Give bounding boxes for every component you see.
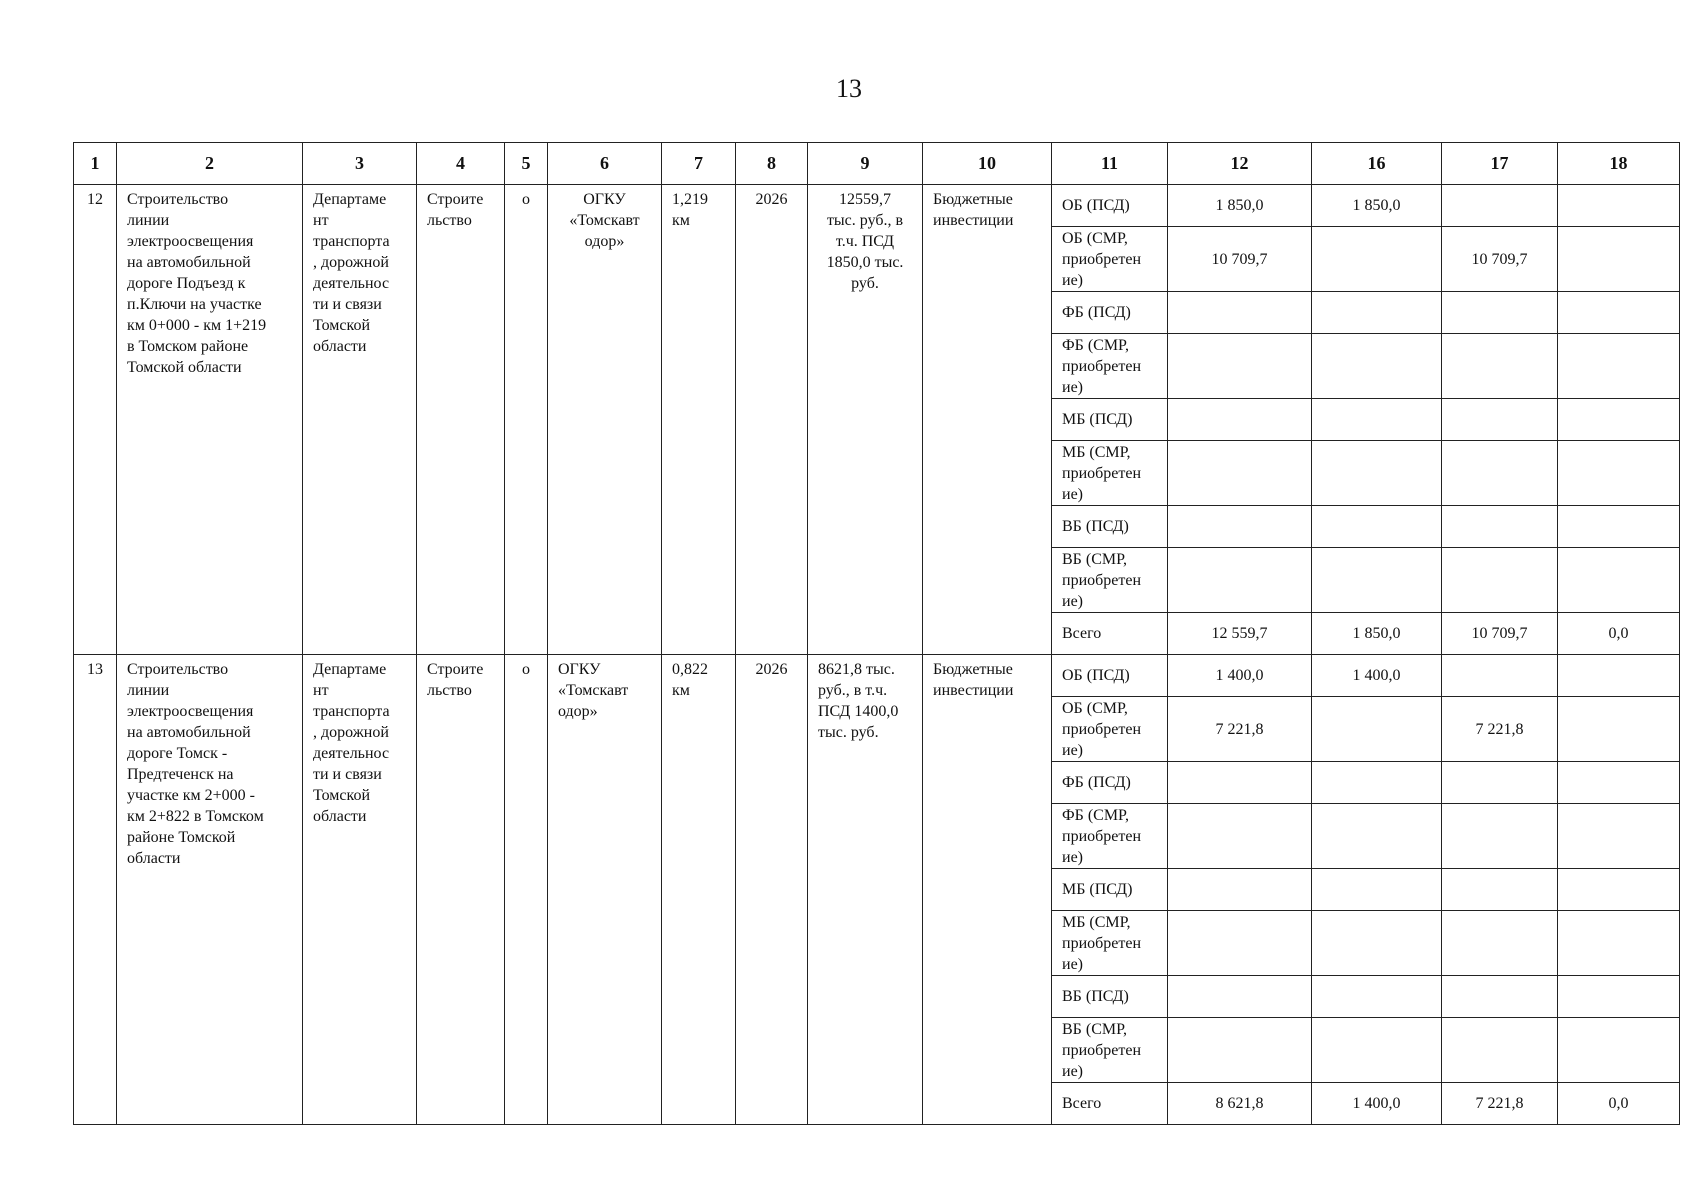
department: [303, 655, 417, 1125]
amount-c18: [1558, 227, 1680, 292]
funding-source-line: ВБ (ПСД): [1062, 518, 1129, 535]
funding-source-line: МБ (ПСД): [1062, 881, 1133, 898]
object-name-line: Томской области: [127, 359, 242, 376]
amount-c18: [1558, 292, 1680, 334]
funding-source-line: Всего: [1062, 625, 1102, 642]
year-text: 2026: [755, 661, 788, 678]
funding-source-line: ие): [1062, 848, 1083, 866]
department-line: Томской: [313, 317, 371, 334]
column-header: 7: [662, 143, 736, 185]
department-line: нт: [313, 682, 329, 699]
amount-c17: 10 709,7: [1442, 227, 1558, 292]
amount-c18: [1558, 911, 1680, 976]
funding-source: [1052, 1083, 1168, 1125]
department-line: , дорожной: [313, 724, 389, 741]
funding-source-line: приобретен: [1062, 720, 1142, 738]
amount-c17: [1442, 506, 1558, 548]
funding-source: [1052, 655, 1168, 697]
row-number: 13: [74, 655, 117, 1125]
year-text: 2026: [755, 191, 788, 208]
amount-c12: 1 850,0: [1168, 185, 1312, 227]
amount-c12: [1168, 911, 1312, 976]
col5-value: [505, 185, 548, 655]
amount-c16: 1 850,0: [1312, 613, 1442, 655]
amount-c18: [1558, 697, 1680, 762]
amount-c16: [1312, 697, 1442, 762]
funding-source: [1052, 292, 1168, 334]
funding-source-line: приобретен: [1062, 934, 1142, 952]
column-header: 4: [417, 143, 505, 185]
column-header: 11: [1052, 143, 1168, 185]
investment-type: [923, 655, 1052, 1125]
table-row: [74, 185, 1680, 227]
amount-c18: [1558, 804, 1680, 869]
amount-c16: [1312, 441, 1442, 506]
funding-source-line: ие): [1062, 592, 1083, 610]
cost-line: 8621,8 тыс.: [818, 661, 895, 678]
funding-source-line: ие): [1062, 741, 1083, 759]
amount-c18: 0,0: [1558, 1083, 1680, 1125]
amount-c12: [1168, 441, 1312, 506]
department-line: транспорта: [313, 233, 390, 250]
funding-source-line: приобретен: [1062, 357, 1142, 375]
amount-c12: [1168, 334, 1312, 399]
funding-source: [1052, 762, 1168, 804]
amount-c16: [1312, 911, 1442, 976]
amount-c17: [1442, 804, 1558, 869]
column-header: 17: [1442, 143, 1558, 185]
funding-source: [1052, 869, 1168, 911]
amount-c12: [1168, 869, 1312, 911]
amount-c12: 10 709,7: [1168, 227, 1312, 292]
amount-c16: [1312, 506, 1442, 548]
object-name-line: Предтеченск на: [127, 766, 234, 783]
department-line: транспорта: [313, 703, 390, 720]
funding-source-line: ие): [1062, 485, 1083, 503]
amount-c18: [1558, 762, 1680, 804]
funding-source-line: ВБ (ПСД): [1062, 988, 1129, 1005]
funding-source: [1052, 911, 1168, 976]
length: [662, 655, 736, 1125]
amount-c12: 8 621,8: [1168, 1083, 1312, 1125]
column-header: 18: [1558, 143, 1680, 185]
funding-source-line: ОБ (СМР,: [1062, 229, 1128, 247]
object-name-line: линии: [127, 212, 170, 229]
amount-c12: [1168, 804, 1312, 869]
object-name: [117, 185, 303, 655]
customer-line: одор»: [558, 703, 598, 720]
funding-source-line: ие): [1062, 955, 1083, 973]
cost-line: 1850,0 тыс.: [826, 254, 904, 271]
cost-line: т.ч. ПСД: [835, 233, 895, 250]
amount-c18: [1558, 399, 1680, 441]
investment-type: [923, 185, 1052, 655]
column-header: 6: [548, 143, 662, 185]
amount-c17: 7 221,8: [1442, 1083, 1558, 1125]
funding-source-line: МБ (СМР,: [1062, 913, 1131, 931]
cost: [808, 185, 923, 655]
funding-source-line: ие): [1062, 271, 1083, 289]
row-number: 12: [74, 185, 117, 655]
department-line: ти и связи: [313, 766, 382, 783]
amount-c18: 0,0: [1558, 613, 1680, 655]
amount-c12: [1168, 1018, 1312, 1083]
amount-c16: 1 400,0: [1312, 1083, 1442, 1125]
objects-table: [73, 142, 1680, 1125]
department: [303, 185, 417, 655]
object-name-line: дороге Томск -: [127, 745, 228, 762]
amount-c16: [1312, 1018, 1442, 1083]
length-line: 1,219: [672, 191, 708, 208]
funding-source: [1052, 976, 1168, 1018]
customer-line: ОГКУ: [583, 191, 626, 208]
amount-c17: 7 221,8: [1442, 697, 1558, 762]
work-type: [417, 185, 505, 655]
funding-source: [1052, 548, 1168, 613]
amount-c17: 10 709,7: [1442, 613, 1558, 655]
object-name-line: Строительство: [127, 661, 229, 678]
amount-c12: 12 559,7: [1168, 613, 1312, 655]
year: [736, 655, 808, 1125]
amount-c17: [1442, 292, 1558, 334]
amount-c17: [1442, 548, 1558, 613]
amount-c12: 1 400,0: [1168, 655, 1312, 697]
funding-source-line: приобретен: [1062, 464, 1142, 482]
table-row: [74, 655, 1680, 697]
cost-line: ПСД 1400,0: [818, 703, 899, 720]
work-type-line: льство: [427, 682, 472, 699]
department-line: Томской: [313, 787, 371, 804]
amount-c16: 1 400,0: [1312, 655, 1442, 697]
work-type-line: льство: [427, 212, 472, 229]
cost-line: руб., в т.ч.: [818, 682, 888, 699]
column-header: 9: [808, 143, 923, 185]
funding-source: [1052, 613, 1168, 655]
amount-c16: [1312, 869, 1442, 911]
column-header: 12: [1168, 143, 1312, 185]
amount-c18: [1558, 185, 1680, 227]
amount-c12: [1168, 506, 1312, 548]
amount-c17: [1442, 185, 1558, 227]
amount-c16: [1312, 804, 1442, 869]
customer-line: «Томскавт: [569, 212, 640, 229]
funding-source: [1052, 399, 1168, 441]
column-header: 8: [736, 143, 808, 185]
department-line: нт: [313, 212, 329, 229]
work-type-line: Строите: [427, 191, 484, 208]
amount-c16: 1 850,0: [1312, 185, 1442, 227]
column-header: 2: [117, 143, 303, 185]
amount-c16: [1312, 976, 1442, 1018]
object-name-line: области: [127, 850, 181, 867]
amount-c17: [1442, 334, 1558, 399]
funding-source-line: ие): [1062, 1062, 1083, 1080]
amount-c12: [1168, 399, 1312, 441]
customer-line: одор»: [584, 233, 625, 250]
funding-source-line: ВБ (СМР,: [1062, 550, 1127, 568]
funding-source: [1052, 506, 1168, 548]
amount-c18: [1558, 441, 1680, 506]
investment-type-line: инвестиции: [933, 212, 1014, 229]
amount-c17: [1442, 869, 1558, 911]
column-header: 16: [1312, 143, 1442, 185]
amount-c12: [1168, 762, 1312, 804]
funding-source: [1052, 334, 1168, 399]
amount-c17: [1442, 441, 1558, 506]
object-name-line: км 2+822 в Томском: [127, 808, 264, 825]
amount-c17: [1442, 1018, 1558, 1083]
object-name-line: линии: [127, 682, 170, 699]
funding-source-line: приобретен: [1062, 1041, 1142, 1059]
length: [662, 185, 736, 655]
col5-text: о: [522, 191, 530, 208]
investment-type-line: Бюджетные: [933, 191, 1013, 208]
amount-c18: [1558, 506, 1680, 548]
page-number: 13: [836, 74, 862, 103]
funding-source-line: МБ (СМР,: [1062, 443, 1131, 461]
amount-c18: [1558, 655, 1680, 697]
work-type: [417, 655, 505, 1125]
funding-source-line: приобретен: [1062, 571, 1142, 589]
funding-source-line: ФБ (ПСД): [1062, 304, 1131, 321]
funding-source-line: приобретен: [1062, 250, 1142, 268]
amount-c16: [1312, 334, 1442, 399]
department-line: деятельнос: [313, 275, 390, 292]
object-name-line: электроосвещения: [127, 703, 254, 720]
funding-source-line: ФБ (ПСД): [1062, 774, 1131, 791]
amount-c18: [1558, 334, 1680, 399]
amount-c16: [1312, 227, 1442, 292]
object-name-line: п.Ключи на участке: [127, 296, 262, 313]
funding-source-line: ФБ (СМР,: [1062, 806, 1129, 824]
funding-source: [1052, 441, 1168, 506]
amount-c17: [1442, 399, 1558, 441]
customer: [548, 655, 662, 1125]
header-row: [74, 143, 1680, 185]
column-header: 3: [303, 143, 417, 185]
funding-source: [1052, 1018, 1168, 1083]
amount-c18: [1558, 548, 1680, 613]
department-line: Департаме: [313, 191, 387, 208]
col5-text: о: [522, 661, 530, 678]
cost-line: 12559,7: [839, 191, 891, 208]
funding-source-line: ВБ (СМР,: [1062, 1020, 1127, 1038]
length-line: км: [672, 212, 690, 229]
amount-c18: [1558, 1018, 1680, 1083]
funding-source-line: ие): [1062, 378, 1083, 396]
col5-value: [505, 655, 548, 1125]
object-name-line: Строительство: [127, 191, 229, 208]
cost-line: тыс. руб., в: [826, 212, 904, 229]
object-name-line: районе Томской: [127, 829, 236, 846]
funding-source-line: ОБ (СМР,: [1062, 699, 1128, 717]
object-name-line: дороге Подъезд к: [127, 275, 246, 292]
amount-c17: [1442, 762, 1558, 804]
work-type-line: Строите: [427, 661, 484, 678]
funding-source-line: Всего: [1062, 1095, 1102, 1112]
funding-source: [1052, 804, 1168, 869]
length-line: км: [672, 682, 690, 699]
amount-c17: [1442, 976, 1558, 1018]
year: [736, 185, 808, 655]
amount-c16: [1312, 762, 1442, 804]
object-name-line: в Томском районе: [127, 338, 249, 355]
department-line: , дорожной: [313, 254, 389, 271]
object-name-line: км 0+000 - км 1+219: [127, 317, 267, 334]
funding-source-line: ФБ (СМР,: [1062, 336, 1129, 354]
amount-c12: 7 221,8: [1168, 697, 1312, 762]
amount-c16: [1312, 548, 1442, 613]
column-header: 1: [74, 143, 117, 185]
object-name-line: на автомобильной: [127, 724, 251, 741]
amount-c12: [1168, 976, 1312, 1018]
amount-c18: [1558, 976, 1680, 1018]
amount-c12: [1168, 292, 1312, 334]
department-line: Департаме: [313, 661, 387, 678]
department-line: деятельнос: [313, 745, 390, 762]
funding-source: [1052, 185, 1168, 227]
funding-source-line: МБ (ПСД): [1062, 411, 1133, 428]
object-name-line: электроосвещения: [127, 233, 254, 250]
cost-line: тыс. руб.: [818, 724, 879, 741]
funding-source-line: приобретен: [1062, 827, 1142, 845]
department-line: ти и связи: [313, 296, 382, 313]
department-line: области: [313, 808, 367, 825]
investment-type-line: инвестиции: [933, 682, 1014, 699]
column-header: 5: [505, 143, 548, 185]
amount-c16: [1312, 399, 1442, 441]
cost: [808, 655, 923, 1125]
department-line: области: [313, 338, 367, 355]
amount-c17: [1442, 655, 1558, 697]
investment-type-line: Бюджетные: [933, 661, 1013, 678]
column-header: 10: [923, 143, 1052, 185]
object-name-line: на автомобильной: [127, 254, 251, 271]
funding-source-line: ОБ (ПСД): [1062, 667, 1130, 684]
funding-source: [1052, 697, 1168, 762]
cost-line: руб.: [851, 275, 879, 292]
amount-c17: [1442, 911, 1558, 976]
object-name-line: участке км 2+000 -: [127, 787, 255, 804]
amount-c12: [1168, 548, 1312, 613]
object-name: [117, 655, 303, 1125]
amount-c16: [1312, 292, 1442, 334]
funding-source-line: ОБ (ПСД): [1062, 197, 1130, 214]
customer-line: ОГКУ: [558, 661, 601, 678]
customer: [548, 185, 662, 655]
customer-line: «Томскавт: [558, 682, 629, 699]
amount-c18: [1558, 869, 1680, 911]
funding-source: [1052, 227, 1168, 292]
length-line: 0,822: [672, 661, 708, 678]
